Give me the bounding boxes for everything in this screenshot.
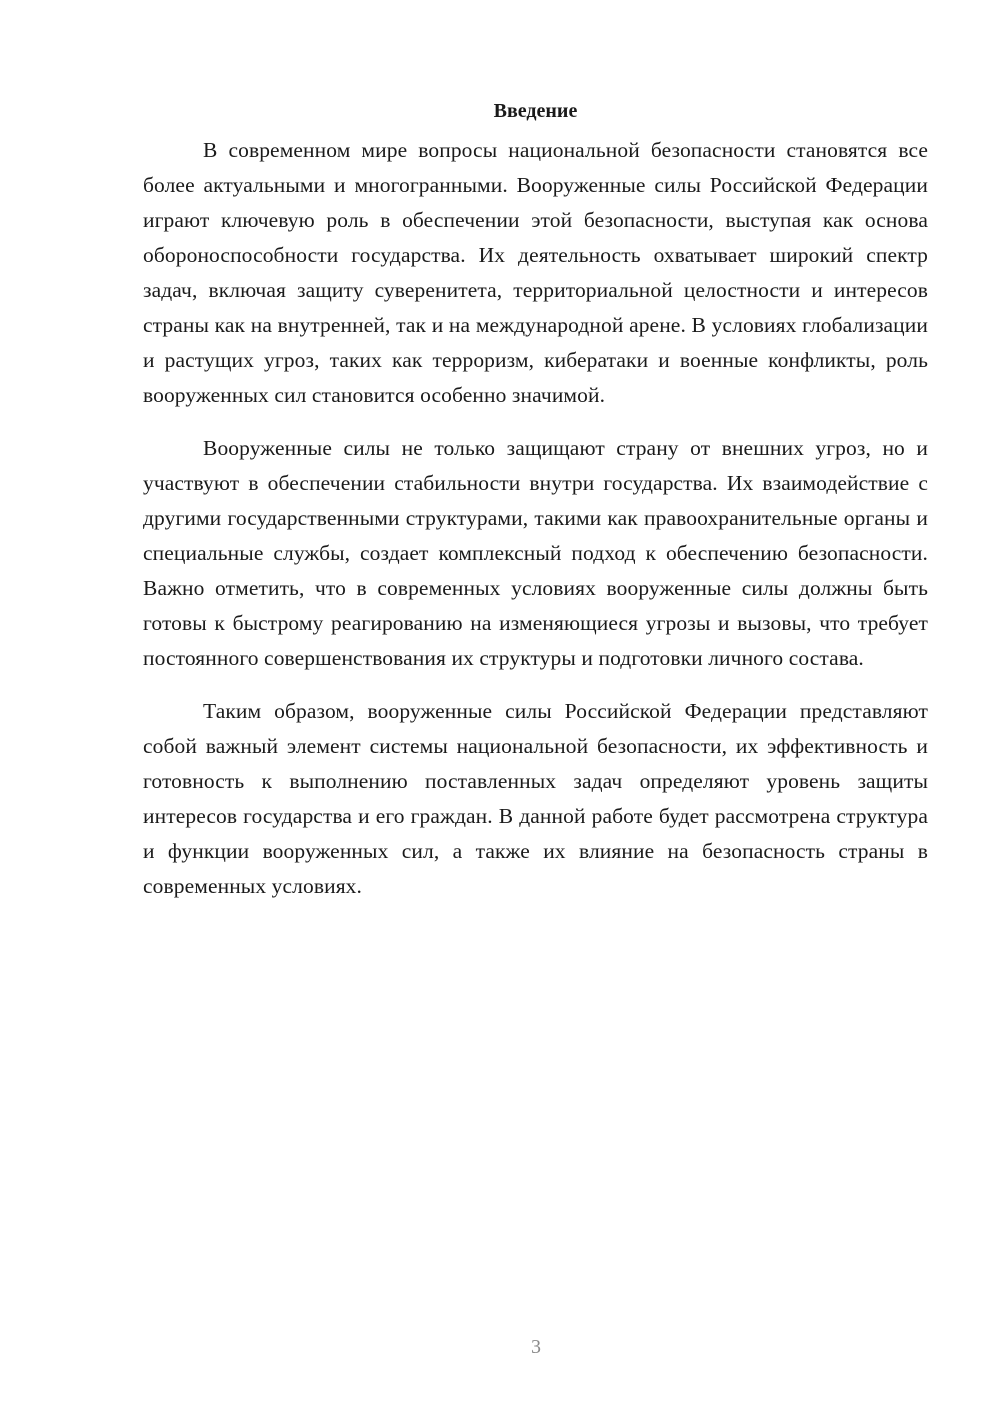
paragraph-3: Таким образом, вооруженные силы Российской Федерации представляют собой важный элемент системы национальной безопасности, их эффективность и готовность к выполнению поставленных задач определяют уровень защиты интересов государства и его граждан. В данной работе будет рассмотрена структура и функции вооруженных сил, а также их влияние на безопасность страны в современных условиях. xyxy=(143,699,928,898)
paragraph-1: В современном мире вопросы национальной безопасности становятся все более актуальными и многогранными. Вооруженные силы Российской Федерации играют ключевую роль в обеспечении этой безопасности, выступая как основа обороноспособности государства. Их деятельность охватывает широкий спектр задач, включая защиту суверенитета, территориальной целостности и интересов страны как на внутренней, так и на международной арене. В условиях глобализации и растущих угроз, таких как терроризм, кибератаки и военные конфликты, роль вооруженных сил становится особенно значимой. xyxy=(143,138,928,407)
page-content xyxy=(143,97,928,922)
paragraph-2: Вооруженные силы не только защищают страну от внешних угроз, но и участвуют в обеспечении стабильности внутри государства. Их взаимодействие с другими государственными структурами, такими как правоохранительные органы и специальные службы, создает комплексный подход к обеспечению безопасности. Важно отметить, что в современных условиях вооруженные силы должны быть готовы к быстрому реагированию на изменяющиеся угрозы и вызовы, что требует постоянного совершенствования их структуры и подготовки личного состава. xyxy=(143,436,928,670)
page-number: 3 xyxy=(531,1336,541,1358)
page-title: Введение xyxy=(493,100,578,122)
